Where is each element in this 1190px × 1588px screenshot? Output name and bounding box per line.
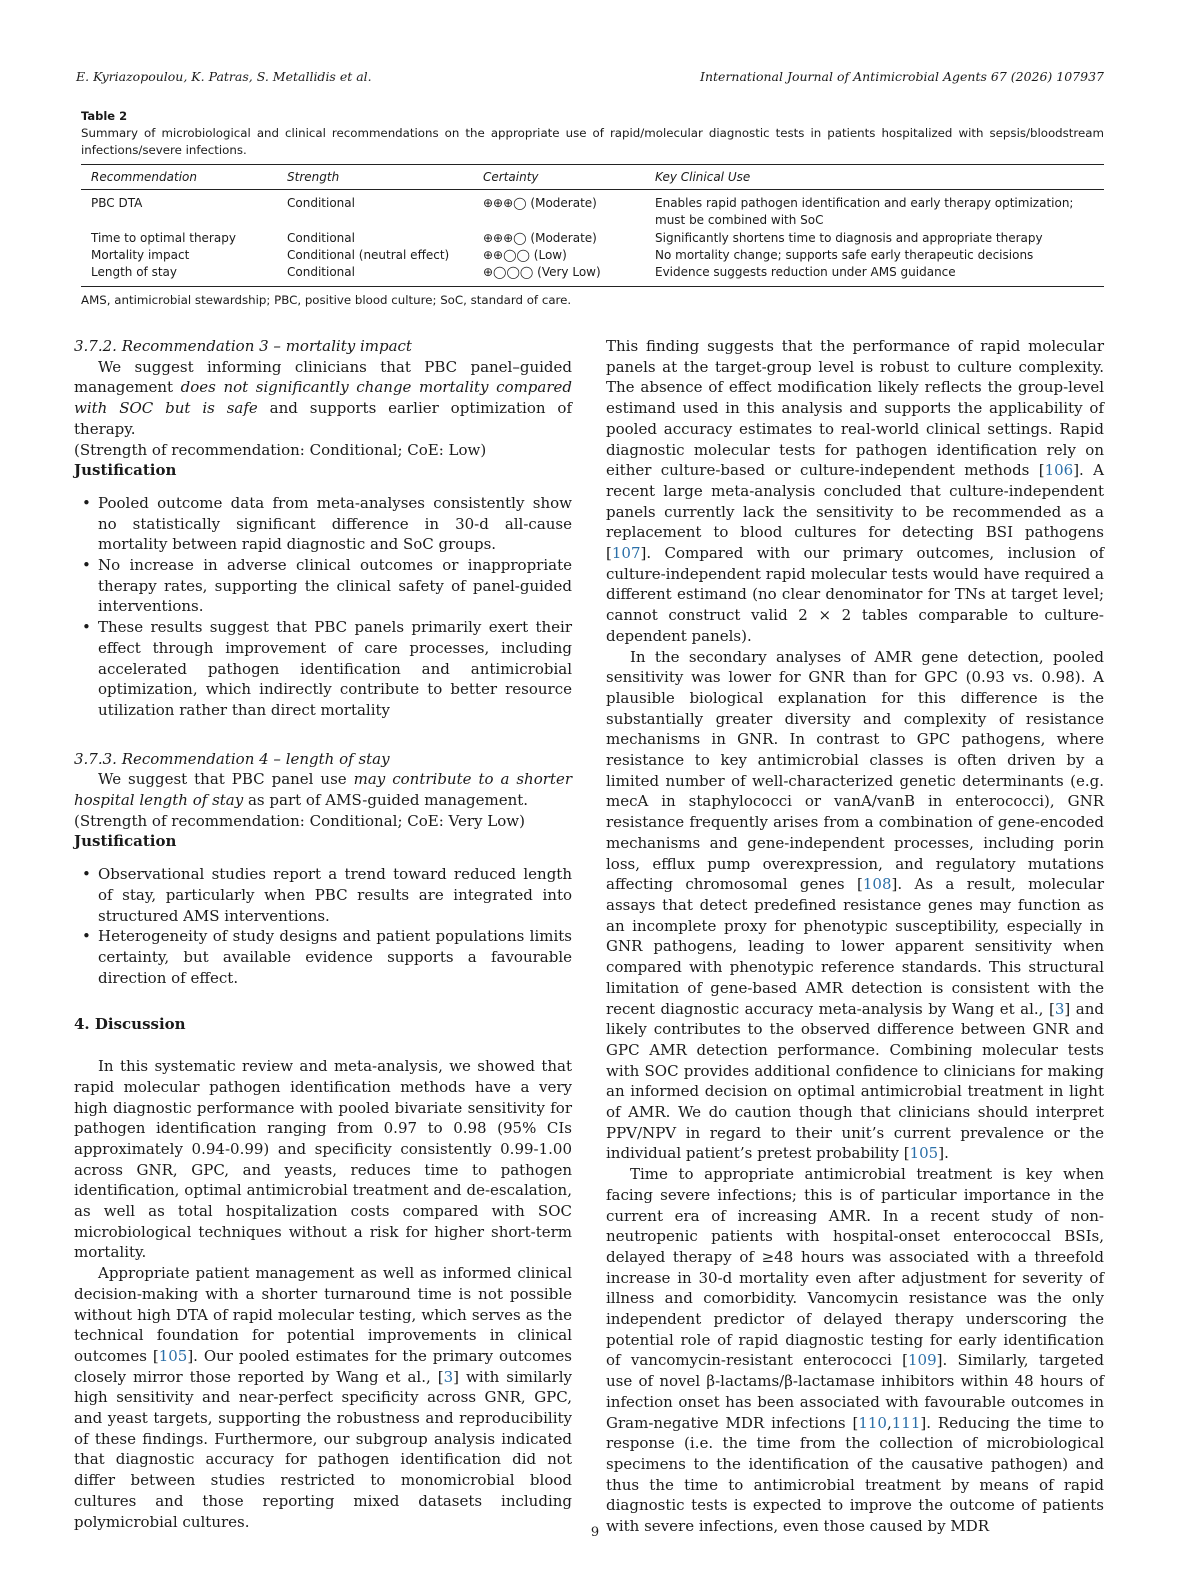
paragraph-text: ]. A recent large meta-analysis concluded that culture-independent panels currently lack the sensitivity to be recommended as a replacement to blood cultures for detecting BSI pathogens [ [606,461,1104,563]
paragraph-text: This finding suggests that the performance of rapid molecular panels at the target-group level is robust to culture complexity. The absence of effect modification likely reflects the group-level estimand used in this analysis and supports the applicability of pooled accuracy estimates to real-world clinical settings. Rapid diagnostic molecular tests for pathogen identification rely on either culture-based or culture-independent methods [ [606,337,1104,480]
table-row [81,247,1104,264]
list-item: • No increase in adverse clinical outcomes or inappropriate therapy rates, supporting the clinical safety of panel-guided interventions. [98,555,572,617]
cell-certainty: ⊕⊕⊕◯ (Moderate) [483,196,597,210]
column-header-key-clinical-use: Key Clinical Use [645,165,1104,190]
paragraph: In this systematic review and meta-analysis, we showed that rapid molecular pathogen identification methods have a very high diagnostic performance with pooled bivariate sensitivity for pathogen identification ranging from 0.97 to 0.98 (95% CIs approximately 0.94-0.99) and specificity consistently 0.99-1.00 across GNR, GPC, and yeasts, reduces time to pathogen identification, optimal antimicrobial treatment and de-escalation, as well as total hospitalization costs compared with SOC microbiological techniques without a risk for higher short-term mortality. [74,1057,572,1262]
cell-key-use: Evidence suggests reduction under AMS guidance [655,265,956,279]
paragraph-text: ] and likely contributes to the observed difference between GNR and GPC AMR detection performance. Combining molecular tests with SOC provides additional confidence to clinicians for making an informed decision on optimal antimicrobial treatment in light of AMR. We do caution though that clinicians should interpret PPV/NPV in regard to their unit’s current prevalence or the individual patient’s pretest probability [ [606,999,1104,1163]
paragraph-text: ]. Our pooled estimates for the primary outcomes closely mirror those reported by Wang et al., [ [74,1346,572,1386]
column-header-strength: Strength [277,165,473,190]
cell-recommendation: Length of stay [91,265,177,279]
section-heading-recommendation-3: 3.7.2. Recommendation 3 – mortality impact [74,337,412,355]
bullet-list [74,864,572,988]
cell-strength: Conditional [287,196,355,210]
cell-certainty: ⊕◯◯◯ (Very Low) [483,265,601,279]
column-header-certainty: Certainty [473,165,645,190]
cell-recommendation: PBC DTA [91,196,143,210]
cell-strength: Conditional (neutral effect) [287,248,450,262]
paragraph [74,769,572,810]
cell-key-use: No mortality change; supports safe early therapeutic decisions [655,248,1034,262]
table-2 [81,109,1104,307]
paragraph-text: ] with similarly high sensitivity and near-perfect specificity across GNR, GPC, and yeast targets, supporting the robustness and reproducibility of these findings. Furthermore, our subgroup analysis indicated that diagnostic accuracy for pathogen identification did not differ between studies restricted to monomicrobial blood cultures and those reporting mixed datasets including polymicrobial cultures. [74,1367,572,1531]
paragraph-text: In the secondary analyses of AMR gene detection, pooled sensitivity was lower for GNR than for GPC (0.93 vs. 0.98). A plausible biological explanation for this difference is the substantially greater diversity and complexity of resistance mechanisms in GNR. In contrast to GPC pathogens, where resistance to key antimicrobial classes is often driven by a limited number of well-characterized genetic determinants (e.g. mecA in staphylococci or vanA/vanB in enterococci), GNR resistance frequently arises from a combination of gene-encoded mechanisms and gene-independent processes, including porin loss, efflux pump overexpression, and regulatory mutations affecting chromosomal genes [ [606,647,1104,894]
citation-link[interactable]: 105 [909,1144,939,1163]
citation-link[interactable]: 110 [858,1413,887,1432]
paragraph-text: ]. [938,1144,949,1163]
strength-statement: (Strength of recommendation: Conditional; CoE: Low) [74,440,487,459]
strength-statement: (Strength of recommendation: Conditional; CoE: Very Low) [74,811,525,830]
table-row [81,264,1104,287]
cell-strength: Conditional [287,231,355,245]
list-item: • Observational studies report a trend toward reduced length of stay, particularly when PBC results are integrated into structured AMS interventions. [98,864,572,926]
citation-link[interactable]: 105 [158,1346,188,1365]
paragraph-text: Time to appropriate antimicrobial treatment is key when facing severe infections; this is of particular importance in the current era of increasing AMR. In a recent study of non-neutropenic patients with hospital-onset enterococcal BSIs, delayed therapy of ≥48 hours was associated with a threefold increase in 30-d mortality even after adjustment for severity of illness and comorbidity. Vancomycin resistance was the only independent predictor of delayed therapy underscoring the potential role of rapid diagnostic testing for early identification of vancomycin-resistant enterococci [ [606,1165,1104,1370]
left-column [74,336,572,1532]
cell-key-use: Enables rapid pathogen identification and early therapy optimization; must be combined with SoC [655,196,1074,227]
list-item: • These results suggest that PBC panels primarily exert their effect through improvement of care processes, including accelerated pathogen identification and antimicrobial optimization, which indirectly contribute to better resource utilization rather than direct mortality [98,617,572,721]
citation-link[interactable]: 107 [611,544,641,563]
paragraph-text: ]. Reducing the time to response (i.e. the time from the collection of microbiological specimens to the identification of the causative pathogen) and thus the time to antimicrobial treatment by means of rapid diagnostic tests is expected to improve the outcome of patients with severe infections, even those caused by MDR [606,1413,1105,1536]
table-title: Table 2 [81,109,128,123]
paragraph [74,357,572,440]
paragraph [606,1164,1104,1537]
bullet-list [74,493,572,721]
page-number: 9 [590,1525,600,1540]
list-item: • Heterogeneity of study designs and patient populations limits certainty, but available evidence supports a favourable direction of effect. [98,926,572,988]
table-footnote: AMS, antimicrobial stewardship; PBC, positive blood culture; SoC, standard of care. [81,293,572,307]
citation-separator: , [886,1413,892,1432]
paragraph-text: ]. As a result, molecular assays that detect predefined resistance genes may function as an incomplete proxy for phenotypic susceptibility, especially in GNR pathogens, leading to lower apparent sensitivity when compared with phenotypic reference standards. This structural limitation of gene-based AMR detection is consistent with the recent diagnostic accuracy meta-analysis by Wang et al., [ [606,875,1105,1018]
cell-strength: Conditional [287,265,355,279]
paragraph [606,647,1104,1165]
paragraph [74,1263,572,1532]
cell-recommendation: Mortality impact [91,248,190,262]
justification-heading: Justification [74,832,177,851]
cell-recommendation: Time to optimal therapy [91,231,236,245]
section-heading-recommendation-4: 3.7.3. Recommendation 4 – length of stay [74,749,390,768]
citation-link[interactable]: 3 [1054,999,1065,1018]
cell-certainty: ⊕⊕◯◯ (Low) [483,248,567,262]
paragraph-text: Appropriate patient management as well as informed clinical decision-making with a shorter turnaround time is not possible without high DTA of rapid molecular testing, which serves as the technical foundation for potential improvements in clinical outcomes [ [74,1264,572,1365]
citation-link[interactable]: 106 [1044,461,1074,480]
running-header-journal: International Journal of Antimicrobial Agents 67 (2026) 107937 [700,69,1104,84]
citation-link[interactable]: 111 [891,1413,921,1432]
citation-link[interactable]: 3 [443,1367,454,1386]
emphasis-text: may contribute to a shorter hospital length of stay [74,770,572,810]
cell-key-use: Significantly shortens time to diagnosis and appropriate therapy [655,231,1043,245]
paragraph-text: We suggest informing clinicians that PBC panel–guided management [74,357,572,397]
justification-heading: Justification [74,461,177,480]
table-header-row [81,165,1104,190]
paragraph [606,336,1104,647]
table-caption: Summary of microbiological and clinical recommendations on the appropriate use of rapid/molecular diagnostic tests in patients hospitalized with sepsis/bloodstream infections/severe infections. [81,126,1104,157]
cell-certainty: ⊕⊕⊕◯ (Moderate) [483,231,597,245]
paragraph-text: ]. Similarly, targeted use of novel β-lactams/β-lactamase inhibitors within 48 hours of infection onset has been associated with favourable outcomes in Gram-negative MDR infections [ [606,1351,1104,1432]
table-row [81,230,1104,247]
paragraph-text: ]. Compared with our primary outcomes, inclusion of culture-independent rapid molecular tests would have required a different estimand (no clear denominator for TNs at target level; cannot construct valid 2 × 2 tables comparable to culture-dependent panels). [606,544,1104,645]
paragraph-text: and supports earlier optimization of therapy. [74,399,572,438]
citation-link[interactable]: 109 [907,1351,937,1370]
list-item: • Pooled outcome data from meta-analyses consistently show no statistically significant difference in 30-d all-cause mortality between rapid diagnostic and SoC groups. [98,493,572,555]
emphasis-text: does not significantly change mortality compared with SOC but is safe [74,378,572,418]
paragraph-text: We suggest that PBC panel use [98,770,347,789]
paragraph-text: as part of AMS-guided management. [243,791,529,810]
column-header-recommendation: Recommendation [81,165,277,190]
section-heading-discussion: 4. Discussion [74,1015,186,1034]
citation-link[interactable]: 108 [862,875,892,894]
recommendations-table [81,164,1104,287]
running-header-authors: E. Kyriazopoulou, K. Patras, S. Metallidis et al. [76,69,372,84]
right-column [606,336,1104,1537]
table-row [81,190,1104,231]
